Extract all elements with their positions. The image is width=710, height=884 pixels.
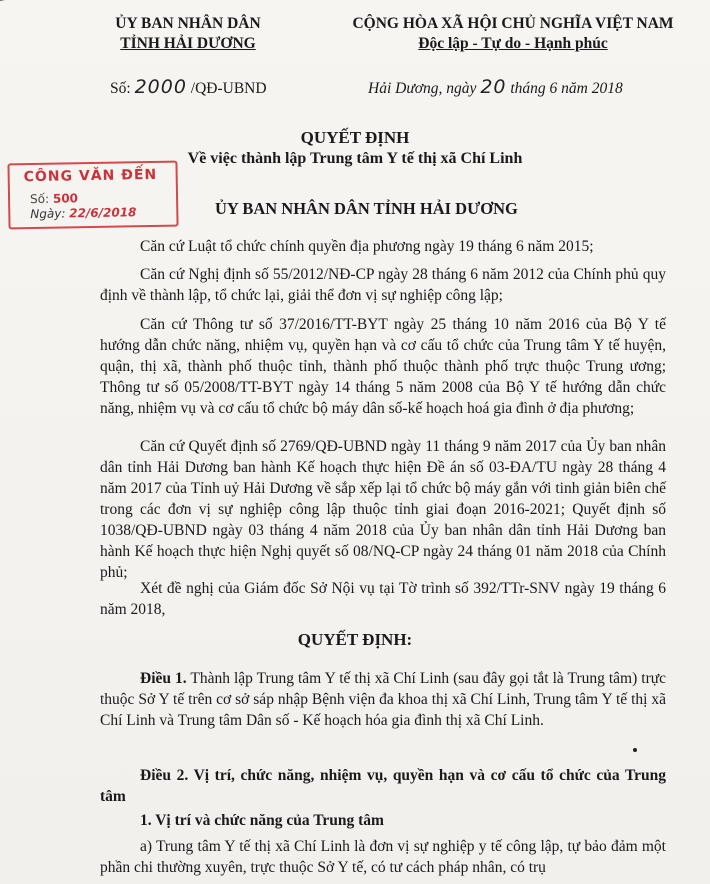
document-number [110, 76, 267, 98]
article-1 [100, 668, 666, 731]
issuing-authority-line2: TỈNH HẢI DƯƠNG [120, 35, 256, 52]
issue-date-day: 20 [480, 76, 507, 98]
article-1-label: Điều 1. [140, 670, 187, 687]
document-subtitle: Về việc thành lập Trung tâm Y tế thị xã Chí Linh [187, 150, 523, 167]
decision-heading: QUYẾT ĐỊNH: [297, 630, 413, 649]
document-number-value: 2000 [134, 76, 187, 98]
issuing-authority-line1: ỦY BAN NHÂN DÂN [115, 15, 261, 32]
issue-date-prefix: Hải Dương, ngày [368, 80, 481, 97]
document-title: QUYẾT ĐỊNH [300, 128, 410, 147]
section-1-paragraph-a: a) Trung tâm Y tế thị xã Chí Linh là đơn vị sự nghiệp y tế công lập, tự bảo đảm một phần chi thường xuyên, trực thuộc Sở Y tế, có tư cách pháp nhân, có trụ [100, 838, 666, 876]
article-2-label: Điều 2. [140, 767, 189, 784]
section-1-heading: 1. Vị trí và chức năng của Trung tâm [140, 812, 384, 829]
issuer-heading: ỦY BAN NHÂN DÂN TỈNH HẢI DƯƠNG [215, 199, 518, 218]
stamp-number: Số: 500 [29, 191, 79, 207]
received-document-stamp [7, 161, 178, 230]
stamp-title: CÔNG VĂN ĐẾN [23, 166, 158, 186]
article-2 [100, 765, 666, 807]
basis-paragraph-5: Xét đề nghị của Giám đốc Sở Nội vụ tại Tờ trình số 392/TTr-SNV ngày 19 tháng 6 năm 2018, [100, 580, 666, 618]
national-heading [318, 14, 708, 54]
basis-paragraph-3: Căn cứ Thông tư số 37/2016/TT-BYT ngày 25 tháng 10 năm 2016 của Bộ Y tế hướng dẫn chức năng, nhiệm vụ, quyền hạn và cơ cấu tổ chức của Trung tâm Y tế huyện, quận, thị xã, thành phố thuộc tỉnh, thành phố thuộc thành phố trực thuộc Trung ương; Thông tư số 05/2008/TT-BYT ngày 14 tháng 5 năm 2008 của Bộ Y tế hướng dẫn chức năng, nhiệm vụ và cơ cấu tổ chức bộ máy dân số-kế hoạch hoá gia đình ở địa phương; [100, 316, 666, 417]
ink-dot [633, 748, 637, 752]
stamp-date: Ngày: 22/6/2018 [30, 205, 137, 222]
basis-paragraph-2: Căn cứ Nghị định số 55/2012/NĐ-CP ngày 28 tháng 6 năm 2012 của Chính phủ quy định về thành lập, tổ chức lại, giải thể đơn vị sự nghiệp công lập; [100, 266, 666, 304]
basis-paragraph-4: Căn cứ Quyết định số 2769/QĐ-UBND ngày 11 tháng 9 năm 2017 của Ủy ban nhân dân tỉnh Hải Dương ban hành Kế hoạch thực hiện Đề án số 03-ĐA/TU ngày 28 tháng 4 năm 2017 của Tỉnh uỷ Hải Dương về sắp xếp lại tổ chức bộ máy gắn với tinh giản biên chế trong các đơn vị sự nghiệp công lập thuộc tỉnh giai đoạn 2016-2021; Quyết định số 1038/QĐ-UBND ngày 03 tháng 4 năm 2018 của Ủy ban nhân dân tỉnh Hải Dương ban hành Kế hoạch thực hiện Nghị quyết số 08/NQ-CP ngày 24 tháng 01 năm 2018 của Chính phủ; [100, 438, 666, 581]
issuing-authority [88, 14, 288, 54]
corner-mark [0, 0, 32, 13]
national-motto: Độc lập - Tự do - Hạnh phúc [418, 35, 608, 52]
document-number-suffix: /QĐ-UBND [186, 80, 267, 97]
basis-paragraph-1: Căn cứ Luật tổ chức chính quyền địa phương ngày 19 tháng 6 năm 2015; [140, 238, 594, 255]
document-number-prefix: Số: [110, 80, 135, 97]
national-title: CỘNG HÒA XÃ HỘI CHỦ NGHĨA VIỆT NAM [352, 15, 674, 32]
article-1-text: Thành lập Trung tâm Y tế thị xã Chí Linh (sau đây gọi tắt là Trung tâm) trực thuộc Sở Y tế trên cơ sở sáp nhập Bệnh viện đa khoa thị xã Chí Linh, Trung tâm Y tế thị xã Chí Linh và Trung tâm Dân số - Kế hoạch hóa gia đình thị xã Chí Linh. [100, 670, 667, 729]
issue-date-suffix: tháng 6 năm 2018 [506, 80, 623, 97]
issue-date [368, 76, 623, 98]
article-2-text: Vị trí, chức năng, nhiệm vụ, quyền hạn và cơ cấu tổ chức của Trung tâm [100, 767, 666, 805]
